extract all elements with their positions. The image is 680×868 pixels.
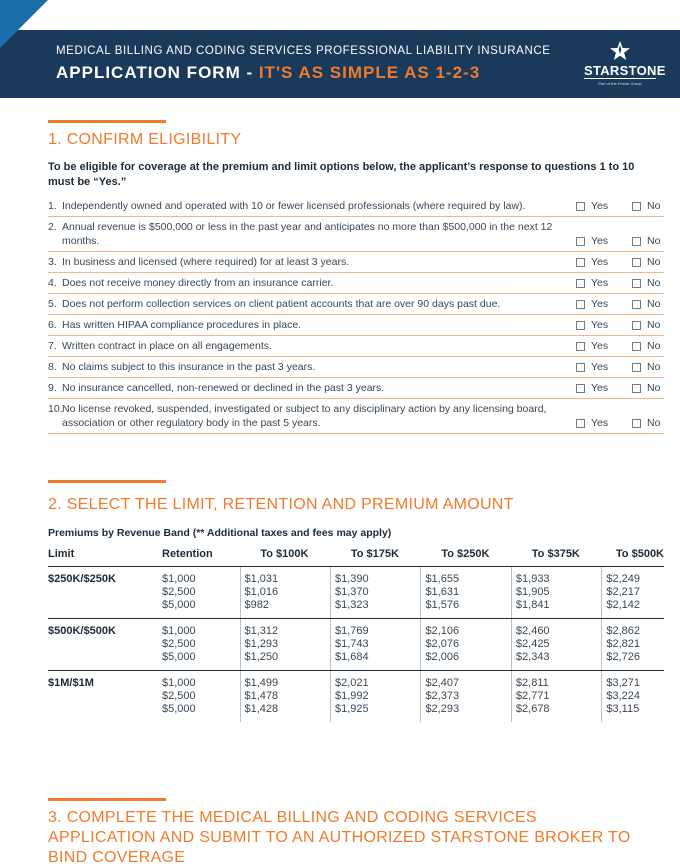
no-checkbox[interactable] [632, 199, 660, 213]
premium-cell [240, 619, 330, 671]
question-text: No insurance cancelled, non-renewed or declined in the past 3 years. [62, 382, 385, 394]
col-limit: Limit [48, 544, 156, 567]
premium-value: $2,217 [606, 586, 641, 598]
question-number: 2. [48, 221, 57, 233]
yes-label: Yes [591, 298, 609, 310]
premium-value: $2,811 [515, 677, 549, 689]
yes-checkbox[interactable] [576, 297, 608, 311]
premium-cell [421, 671, 511, 723]
retention-value: $2,500 [162, 638, 196, 650]
checkbox-square[interactable] [632, 202, 641, 211]
no-label: No [647, 382, 661, 394]
yes-checkbox[interactable] [576, 360, 608, 374]
question-row [48, 336, 664, 357]
premium-value: $1,031 [244, 573, 279, 585]
retention-value: $1,000 [162, 625, 196, 637]
premium-value: $2,862 [606, 625, 641, 637]
question-number: 5. [48, 298, 57, 310]
yes-checkbox[interactable] [576, 381, 608, 395]
checkbox-square[interactable] [576, 363, 585, 372]
no-checkbox[interactable] [632, 318, 660, 332]
section1-rule [48, 120, 166, 123]
premium-value: $2,076 [425, 638, 460, 650]
premium-value: $1,631 [425, 586, 460, 598]
no-checkbox[interactable] [632, 360, 660, 374]
question-row [48, 252, 664, 273]
question-number: 1. [48, 200, 57, 212]
no-checkbox[interactable] [632, 297, 660, 311]
checkbox-square[interactable] [632, 342, 641, 351]
col-band-375k: To $375K [511, 544, 601, 567]
checkbox-square[interactable] [632, 237, 641, 246]
checkbox-square[interactable] [632, 321, 641, 330]
no-label: No [647, 417, 661, 429]
no-label: No [647, 340, 661, 352]
premium-value: $2,106 [425, 625, 460, 637]
star-icon [609, 40, 631, 62]
no-label: No [647, 235, 661, 247]
question-number: 7. [48, 340, 57, 352]
premium-value: $1,428 [244, 703, 279, 715]
premium-value: $1,323 [334, 599, 369, 611]
question-text: Does not receive money directly from an insurance carrier. [62, 277, 334, 289]
header-subtitle: MEDICAL BILLING AND CODING SERVICES PROFESSIONAL LIABILITY INSURANCE [56, 45, 551, 57]
question-text: Annual revenue is $500,000 or less in the past year and anticipates no more than $500,000 in the next 12 months. [62, 221, 553, 247]
premium-value: $3,271 [606, 677, 641, 689]
premium-value: $2,407 [425, 677, 460, 689]
premium-cell [330, 619, 420, 671]
premium-cell [511, 619, 601, 671]
checkbox-square[interactable] [632, 384, 641, 393]
checkbox-square[interactable] [576, 384, 585, 393]
question-number: 3. [48, 256, 57, 268]
question-text: In business and licensed (where required) for at least 3 years. [62, 256, 350, 268]
yes-checkbox[interactable] [576, 318, 608, 332]
no-checkbox[interactable] [632, 255, 660, 269]
checkbox-square[interactable] [576, 419, 585, 428]
limit-cell: $1M/$1M [48, 677, 94, 689]
question-number: 10. [48, 403, 63, 415]
retention-value: $1,000 [162, 573, 196, 585]
logo-tagline: Part of the Enstar Group [598, 81, 642, 86]
premium-table-subtitle: Premiums by Revenue Band (** Additional taxes and fees may apply) [48, 527, 392, 539]
premium-cell [602, 567, 664, 619]
checkbox-square[interactable] [576, 342, 585, 351]
yes-label: Yes [591, 235, 609, 247]
checkbox-square[interactable] [632, 363, 641, 372]
no-checkbox[interactable] [632, 416, 660, 430]
yes-checkbox[interactable] [576, 199, 608, 213]
yes-checkbox[interactable] [576, 339, 608, 353]
retention-value: $5,000 [162, 599, 196, 611]
yes-label: Yes [591, 361, 609, 373]
no-label: No [647, 319, 661, 331]
no-label: No [647, 298, 661, 310]
col-band-175k: To $175K [330, 544, 420, 567]
page-title [56, 63, 480, 83]
premium-value: $1,250 [244, 651, 279, 663]
premium-cell [511, 671, 601, 723]
premium-value: $1,370 [334, 586, 369, 598]
premium-value: $2,678 [515, 703, 550, 715]
question-number: 9. [48, 382, 57, 394]
checkbox-square[interactable] [632, 258, 641, 267]
premium-value: $2,821 [606, 638, 641, 650]
yes-label: Yes [591, 200, 609, 212]
question-text: Written contract in place on all engagements. [62, 340, 272, 352]
premium-cell [602, 671, 664, 723]
premium-value: $2,460 [515, 625, 550, 637]
checkbox-square[interactable] [632, 279, 641, 288]
logo-wordmark: STARSTONE [584, 63, 666, 78]
retention-value: $5,000 [162, 651, 196, 663]
yes-label: Yes [591, 277, 609, 289]
starstone-logo [584, 40, 666, 86]
premium-cell [421, 619, 511, 671]
yes-label: Yes [591, 340, 609, 352]
premium-value: $1,769 [334, 625, 369, 637]
premium-value: $1,576 [425, 599, 460, 611]
yes-label: Yes [591, 417, 609, 429]
checkbox-square[interactable] [632, 300, 641, 309]
question-row [48, 273, 664, 294]
premium-value: $982 [244, 599, 269, 611]
premium-value: $1,390 [334, 573, 369, 585]
premium-value: $1,743 [334, 638, 369, 650]
section2-rule [48, 480, 166, 483]
retention-cell [156, 671, 240, 723]
question-number: 6. [48, 319, 57, 331]
no-checkbox[interactable] [632, 339, 660, 353]
col-retention: Retention [156, 544, 240, 567]
retention-value: $5,000 [162, 703, 196, 715]
checkbox-square[interactable] [632, 419, 641, 428]
checkbox-square[interactable] [576, 300, 585, 309]
premium-value: $1,992 [334, 690, 369, 702]
premium-value: $2,293 [425, 703, 460, 715]
premium-value: $3,115 [606, 703, 640, 715]
premium-value: $2,373 [425, 690, 460, 702]
premium-value: $2,425 [515, 638, 550, 650]
premium-cell [330, 567, 420, 619]
premium-value: $2,249 [606, 573, 641, 585]
premium-value: $2,726 [606, 651, 641, 663]
yes-checkbox[interactable] [576, 255, 608, 269]
retention-cell [156, 619, 240, 671]
yes-checkbox[interactable] [576, 276, 608, 290]
premium-value: $2,021 [334, 677, 369, 689]
no-label: No [647, 256, 661, 268]
retention-value: $1,000 [162, 677, 196, 689]
col-band-100k: To $100K [240, 544, 330, 567]
premium-value: $1,655 [425, 573, 460, 585]
corner-accent [0, 0, 48, 48]
yes-label: Yes [591, 382, 609, 394]
eligibility-questions [48, 196, 664, 434]
no-label: No [647, 277, 661, 289]
premium-value: $1,293 [244, 638, 279, 650]
checkbox-square[interactable] [576, 202, 585, 211]
premium-value: $1,905 [515, 586, 550, 598]
section3-rule [48, 798, 166, 801]
no-checkbox[interactable] [632, 381, 660, 395]
no-label: No [647, 361, 661, 373]
col-band-500k: To $500K [602, 544, 664, 567]
yes-label: Yes [591, 256, 609, 268]
retention-cell [156, 567, 240, 619]
premium-row [48, 619, 664, 671]
section1-title: 1. CONFIRM ELIGIBILITY [48, 131, 242, 148]
eligibility-lead: To be eligible for coverage at the premium and limit options below, the applicant’s response to questions 1 to 10 must be “Yes.” [48, 161, 635, 188]
premium-value: $2,771 [515, 690, 550, 702]
premium-cell [240, 567, 330, 619]
premium-value: $2,343 [515, 651, 550, 663]
header-banner [0, 30, 680, 98]
premium-cell [511, 567, 601, 619]
section2-title: 2. SELECT THE LIMIT, RETENTION AND PREMIUM AMOUNT [48, 496, 514, 513]
question-text: Has written HIPAA compliance procedures in place. [62, 319, 302, 331]
section3-title: 3. COMPLETE THE MEDICAL BILLING AND CODING SERVICES APPLICATION AND SUBMIT TO AN AUTHORIZED STARSTONE BROKER TO BIND COVERAGE [48, 809, 631, 866]
question-row [48, 196, 664, 217]
retention-value: $2,500 [162, 690, 196, 702]
limit-cell: $500K/$500K [48, 619, 156, 671]
premium-value: $1,016 [244, 586, 279, 598]
premium-value: $1,499 [244, 677, 279, 689]
no-label: No [647, 200, 661, 212]
premium-value: $1,312 [244, 625, 279, 637]
premium-cell [602, 619, 664, 671]
question-row [48, 217, 664, 252]
col-band-250k: To $250K [421, 544, 511, 567]
premium-value: $2,006 [425, 651, 460, 663]
question-row [48, 399, 664, 434]
title-accent: IT'S AS SIMPLE AS 1-2-3 [258, 63, 481, 82]
checkbox-square[interactable] [576, 321, 585, 330]
checkbox-square[interactable] [576, 258, 585, 267]
question-row [48, 315, 664, 336]
checkbox-square[interactable] [576, 237, 585, 246]
yes-label: Yes [591, 319, 609, 331]
question-row [48, 294, 664, 315]
premium-table-header [48, 544, 664, 567]
no-checkbox[interactable] [632, 276, 660, 290]
premium-cell [421, 567, 511, 619]
question-text: Does not perform collection services on client patient accounts that are over 90 days past due. [62, 298, 501, 310]
premium-table [48, 544, 664, 722]
premium-value: $2,142 [606, 599, 641, 611]
premium-value: $1,925 [334, 703, 369, 715]
premium-value: $3,224 [606, 690, 641, 702]
question-number: 8. [48, 361, 57, 373]
retention-value: $2,500 [162, 586, 196, 598]
no-checkbox[interactable] [632, 234, 660, 248]
question-text: No license revoked, suspended, investigated or subject to any disciplinary action by any licensing board, association or other regulatory body in the past 5 years. [62, 403, 547, 429]
question-number: 4. [48, 277, 57, 289]
yes-checkbox[interactable] [576, 234, 608, 248]
premium-value: $1,933 [515, 573, 550, 585]
title-main: APPLICATION FORM - [56, 63, 259, 82]
question-text: Independently owned and operated with 10 or fewer licensed professionals (where required by law). [62, 200, 526, 212]
question-row [48, 378, 664, 399]
yes-checkbox[interactable] [576, 416, 608, 430]
question-text: No claims subject to this insurance in the past 3 years. [62, 361, 316, 373]
limit-cell: $250K/$250K [48, 567, 156, 619]
premium-value: $1,841 [515, 599, 550, 611]
premium-cell [330, 671, 420, 723]
premium-cell [240, 671, 330, 723]
question-row [48, 357, 664, 378]
checkbox-square[interactable] [576, 279, 585, 288]
premium-value: $1,684 [334, 651, 369, 663]
premium-row [48, 671, 664, 723]
premium-row [48, 567, 664, 619]
premium-value: $1,478 [244, 690, 279, 702]
